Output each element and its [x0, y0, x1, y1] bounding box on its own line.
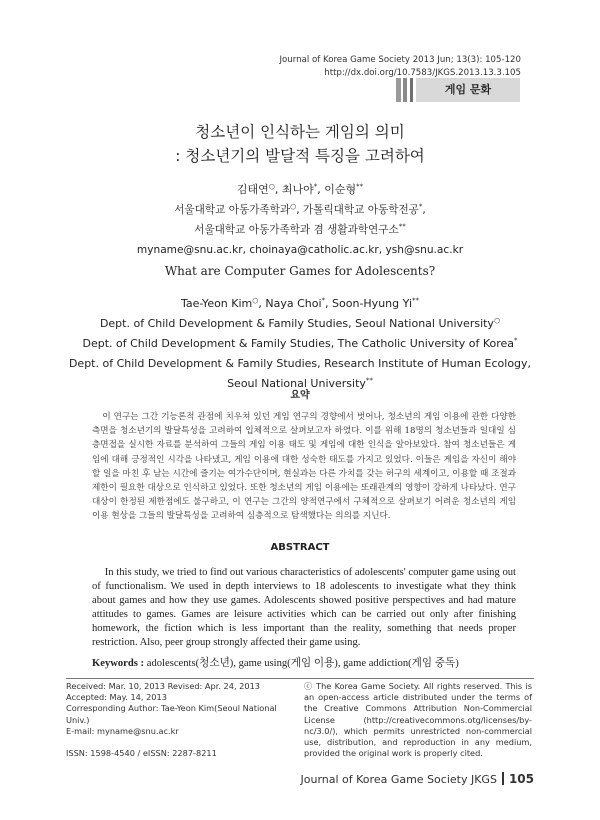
accepted-date: Accepted: May. 14, 2013 — [66, 692, 167, 703]
page-footer — [301, 772, 535, 786]
affiliation-mark: ** — [398, 222, 406, 231]
affiliation-mark: * — [418, 202, 423, 211]
author-emails[interactable]: myname@snu.ac.kr, choinaya@catholic.ac.kr, ysh@snu.ac.kr — [136, 244, 464, 256]
page-number: 105 — [508, 772, 534, 786]
abstract-korean-text: 이 연구는 그간 기능론적 관점에 치우쳐 있던 게임 연구의 경향에서 벗어나, 청소년의 게임 이용에 관한 다양한 측면을 청소년기의 발달특성을 고려하여 입체적으로 살펴보고자 하였다. 이를 위해 18명의 청소년들과 일대일 심층면접을 실시한 자료를 분석하여 그들의 게임 이용 태도 및 게임에 대한 인식을 알아보았다. 참여 청소년들은 게임에 대해 긍정적인 시각을 나타냈고, 게임 이용에 대한 성숙한 태도를 가지고 있었다. 이들은 게임을 자신이 해야 할 일을 마친 후 남는 시간에 즐기는 여가수단이며, 현실과는 다른 가치를 갖는 허구의 세계이고, 이용할 때 조절과 제한이 필요한 대상으로 인식하고 있었다. 또한 청소년의 게임 이용에는 또래관계의 영향이 강하게 나타났다. 연구 대상이 한정된 제한점에도 불구하고, 이 연구는 그간의 양적연구에서 구체적으로 살펴보기 어려운 청소년의 게임 이용 현상을 그들의 발달특성을 고려하여 심층적으로 탐색했다는 의의를 지닌다. — [92, 412, 516, 522]
affiliation-korean — [0, 220, 600, 240]
abstract-english-text: In this study, we tried to find out various characteristics of adolescents' computer game using out of functionalism. We used in depth interviews to 18 adolescents to investigate what they think about games and how they use games. Adolescents showed positive perspectives and had mature attitudes to games. Games are leisure activities which can be carried out only after finishing homework, the fiction which is less important than the reality, something that needs proper restriction. Also, peer group strongly affected their game using. — [92, 567, 516, 648]
issn: ISSN: 1598-4540 / eISSN: 2287-8211 — [66, 748, 217, 759]
author-names-korean — [0, 180, 600, 200]
keywords — [92, 655, 522, 670]
affiliation-english: Dept. of Child Development & Family Studies, Seoul National University○ — [99, 316, 501, 330]
corresponding-author: Corresponding Author: Tae-Yeon Kim(Seoul National Univ.) — [66, 703, 277, 725]
authors-english — [0, 294, 600, 394]
keywords-label: Keywords : — [92, 658, 145, 669]
separator: , — [317, 183, 325, 196]
title-korean-line1: 청소년이 인식하는 게임의 의미 — [195, 123, 405, 141]
author-name: 김태연 — [236, 183, 269, 196]
affiliation: 서울대학교 아동가족학과 — [174, 204, 291, 216]
bar-stripe — [396, 78, 401, 102]
author-mark: ○ — [252, 296, 259, 305]
abstract-korean-heading: 요약 — [290, 390, 310, 401]
abstract-english-heading: ABSTRACT — [270, 542, 330, 553]
author-mark: ** — [412, 296, 420, 305]
affiliation: 서울대학교 아동가족학과 겸 생활과학연구소 — [194, 224, 399, 236]
title-korean — [0, 120, 600, 168]
bar-stripe — [403, 78, 407, 102]
article-history — [66, 681, 296, 759]
keywords-text: adolescents(청소년), game using(게임 이용), game addiction(게임 중독) — [146, 658, 459, 669]
title-english: What are Computer Games for Adolescents? — [164, 264, 436, 278]
affiliation-mark: ○ — [290, 202, 297, 211]
author-name: Naya Choi — [265, 297, 322, 310]
affiliation-korean: 서울대학교 아동가족학과○, 가톨릭대학교 아동학전공*, — [174, 202, 426, 216]
author-mark: ** — [356, 182, 364, 191]
author-name: 최나야 — [281, 183, 314, 196]
journal-meta — [280, 54, 521, 80]
author-name: 이순형 — [324, 183, 357, 196]
affiliation-english: Dept. of Child Development & Family Studies, Research Institute of Human Ecology, — [68, 357, 532, 370]
separator: , — [296, 204, 303, 216]
doi-link[interactable]: http://dx.doi.org/10.7583/JKGS.2013.13.3.105 — [324, 68, 521, 78]
footer-journal-name: Journal of Korea Game Society JKGS — [300, 773, 497, 786]
affiliation-english: Dept. of Child Development & Family Studies, The Catholic University of Korea* — [82, 336, 518, 350]
author-name: Tae-Yeon Kim — [180, 297, 253, 310]
author-name: Soon-Hyung Yi — [332, 297, 413, 310]
received-date: Received: Mar. 10, 2013 Revised: Apr. 24, 2013 — [66, 681, 260, 691]
author-names-english: Tae-Yeon Kim○, Naya Choi*, Soon-Hyung Yi** — [180, 296, 420, 310]
title-korean-line2: : 청소년기의 발달적 특징을 고려하여 — [175, 147, 425, 165]
section-label-bar — [396, 78, 520, 102]
footer-divider — [66, 678, 534, 679]
affiliation-english: Seoul National University** — [227, 376, 373, 390]
author-mark: * — [313, 182, 318, 191]
bar-stripe — [410, 78, 413, 102]
journal-citation: Journal of Korea Game Society 2013 Jun; 13(3): 105-120 — [279, 55, 521, 65]
license-notice: ⓒ The Korea Game Society. All rights reserved. This is an open-access article distributed under the terms of the Creative Commons Attribution Non-Commercial License (http://creativecommons.otg/licenses/by-nc/3.0/), which permits unrestricted non-commercial use, distribution, and reproduction in any medium, provided the original work is properly cited. — [304, 681, 532, 759]
author-mark: ○ — [268, 182, 275, 191]
author-mark: * — [321, 296, 326, 305]
corresponding-email[interactable]: E-mail: myname@snu.ac.kr — [66, 725, 179, 736]
authors-korean — [0, 180, 600, 260]
footer-separator — [502, 772, 504, 785]
section-label: 게임 문화 — [416, 78, 520, 102]
separator: , — [274, 183, 282, 196]
affiliation: 가톨릭대학교 아동학전공 — [302, 204, 419, 216]
